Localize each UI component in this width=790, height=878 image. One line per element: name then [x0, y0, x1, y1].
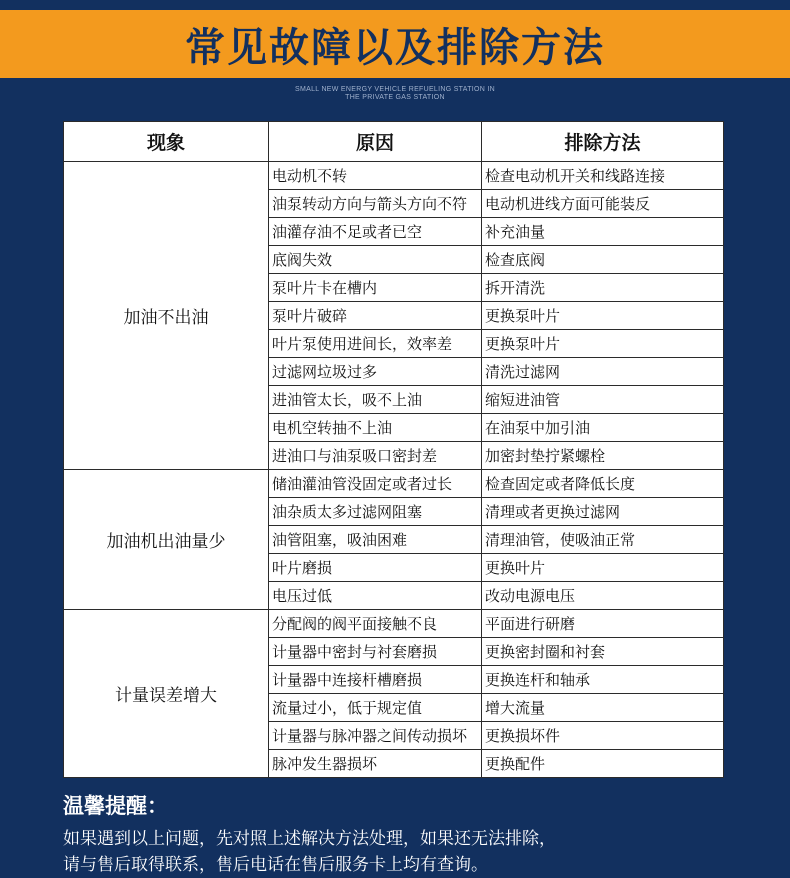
- cause-cell: 叶片磨损: [269, 554, 482, 582]
- solution-cell: 更换配件: [482, 750, 724, 778]
- solution-cell: 缩短进油管: [482, 386, 724, 414]
- cause-cell: 电机空转抽不上油: [269, 414, 482, 442]
- cause-cell: 计量器与脉冲器之间传动损坏: [269, 722, 482, 750]
- cause-cell: 进油口与油泵吸口密封差: [269, 442, 482, 470]
- tips-line-2: 请与售后取得联系，售后电话在售后服务卡上均有查询。: [63, 855, 488, 875]
- solution-cell: 更换损坏件: [482, 722, 724, 750]
- solution-cell: 更换叶片: [482, 554, 724, 582]
- header-cause: 原因: [269, 122, 482, 162]
- cause-cell: 计量器中连接杆槽磨损: [269, 666, 482, 694]
- cause-cell: 储油灌油管没固定或者过长: [269, 470, 482, 498]
- phenomenon-cell: 加油不出油: [64, 162, 269, 470]
- cause-cell: 分配阀的阀平面接触不良: [269, 610, 482, 638]
- solution-cell: 更换密封圈和衬套: [482, 638, 724, 666]
- solution-cell: 增大流量: [482, 694, 724, 722]
- cause-cell: 油泵转动方向与箭头方向不符: [269, 190, 482, 218]
- solution-cell: 平面进行研磨: [482, 610, 724, 638]
- cause-cell: 油杂质太多过滤网阻塞: [269, 498, 482, 526]
- solution-cell: 清理或者更换过滤网: [482, 498, 724, 526]
- cause-cell: 泵叶片卡在槽内: [269, 274, 482, 302]
- solution-cell: 加密封垫拧紧螺栓: [482, 442, 724, 470]
- cause-cell: 计量器中密封与衬套磨损: [269, 638, 482, 666]
- solution-cell: 电动机进线方面可能装反: [482, 190, 724, 218]
- page-title: 常见故障以及排除方法: [185, 24, 605, 71]
- cause-cell: 油灌存油不足或者已空: [269, 218, 482, 246]
- cause-cell: 流量过小，低于规定值: [269, 694, 482, 722]
- solution-cell: 检查固定或者降低长度: [482, 470, 724, 498]
- solution-cell: 清理油管，使吸油正常: [482, 526, 724, 554]
- cause-cell: 电动机不转: [269, 162, 482, 190]
- solution-cell: 检查电动机开关和线路连接: [482, 162, 724, 190]
- solution-cell: 清洗过滤网: [482, 358, 724, 386]
- cause-cell: 电压过低: [269, 582, 482, 610]
- solution-cell: 在油泵中加引油: [482, 414, 724, 442]
- phenomenon-cell: 加油机出油量少: [64, 470, 269, 610]
- table-row: [64, 610, 724, 638]
- cause-cell: 油管阻塞，吸油困难: [269, 526, 482, 554]
- cause-cell: 脉冲发生器损坏: [269, 750, 482, 778]
- solution-cell: 更换泵叶片: [482, 330, 724, 358]
- table-header-row: [64, 122, 724, 162]
- cause-cell: 底阀失效: [269, 246, 482, 274]
- subtitle-line-2: THE PRIVATE GAS STATION: [345, 94, 445, 101]
- tips-line-1: 如果遇到以上问题，先对照上述解决方法处理，如果还无法排除，: [63, 829, 556, 849]
- tips-title: 温馨提醒：: [63, 794, 168, 818]
- cause-cell: 叶片泵使用进间长，效率差: [269, 330, 482, 358]
- fault-table: [63, 121, 724, 778]
- subtitle-line-1: SMALL NEW ENERGY VEHICLE REFUELING STATION IN: [295, 86, 495, 93]
- solution-cell: 更换连杆和轴承: [482, 666, 724, 694]
- title-banner: [0, 10, 790, 78]
- header-phenomenon: 现象: [64, 122, 269, 162]
- cause-cell: 过滤网垃圾过多: [269, 358, 482, 386]
- solution-cell: 更换泵叶片: [482, 302, 724, 330]
- solution-cell: 补充油量: [482, 218, 724, 246]
- solution-cell: 改动电源电压: [482, 582, 724, 610]
- table-row: [64, 470, 724, 498]
- table-row: [64, 162, 724, 190]
- tips-section: [63, 790, 763, 878]
- header-solution: 排除方法: [482, 122, 724, 162]
- cause-cell: 泵叶片破碎: [269, 302, 482, 330]
- solution-cell: 检查底阀: [482, 246, 724, 274]
- top-stripe: [0, 0, 790, 10]
- solution-cell: 拆开清洗: [482, 274, 724, 302]
- table-body: [64, 162, 724, 778]
- cause-cell: 进油管太长，吸不上油: [269, 386, 482, 414]
- phenomenon-cell: 计量误差增大: [64, 610, 269, 778]
